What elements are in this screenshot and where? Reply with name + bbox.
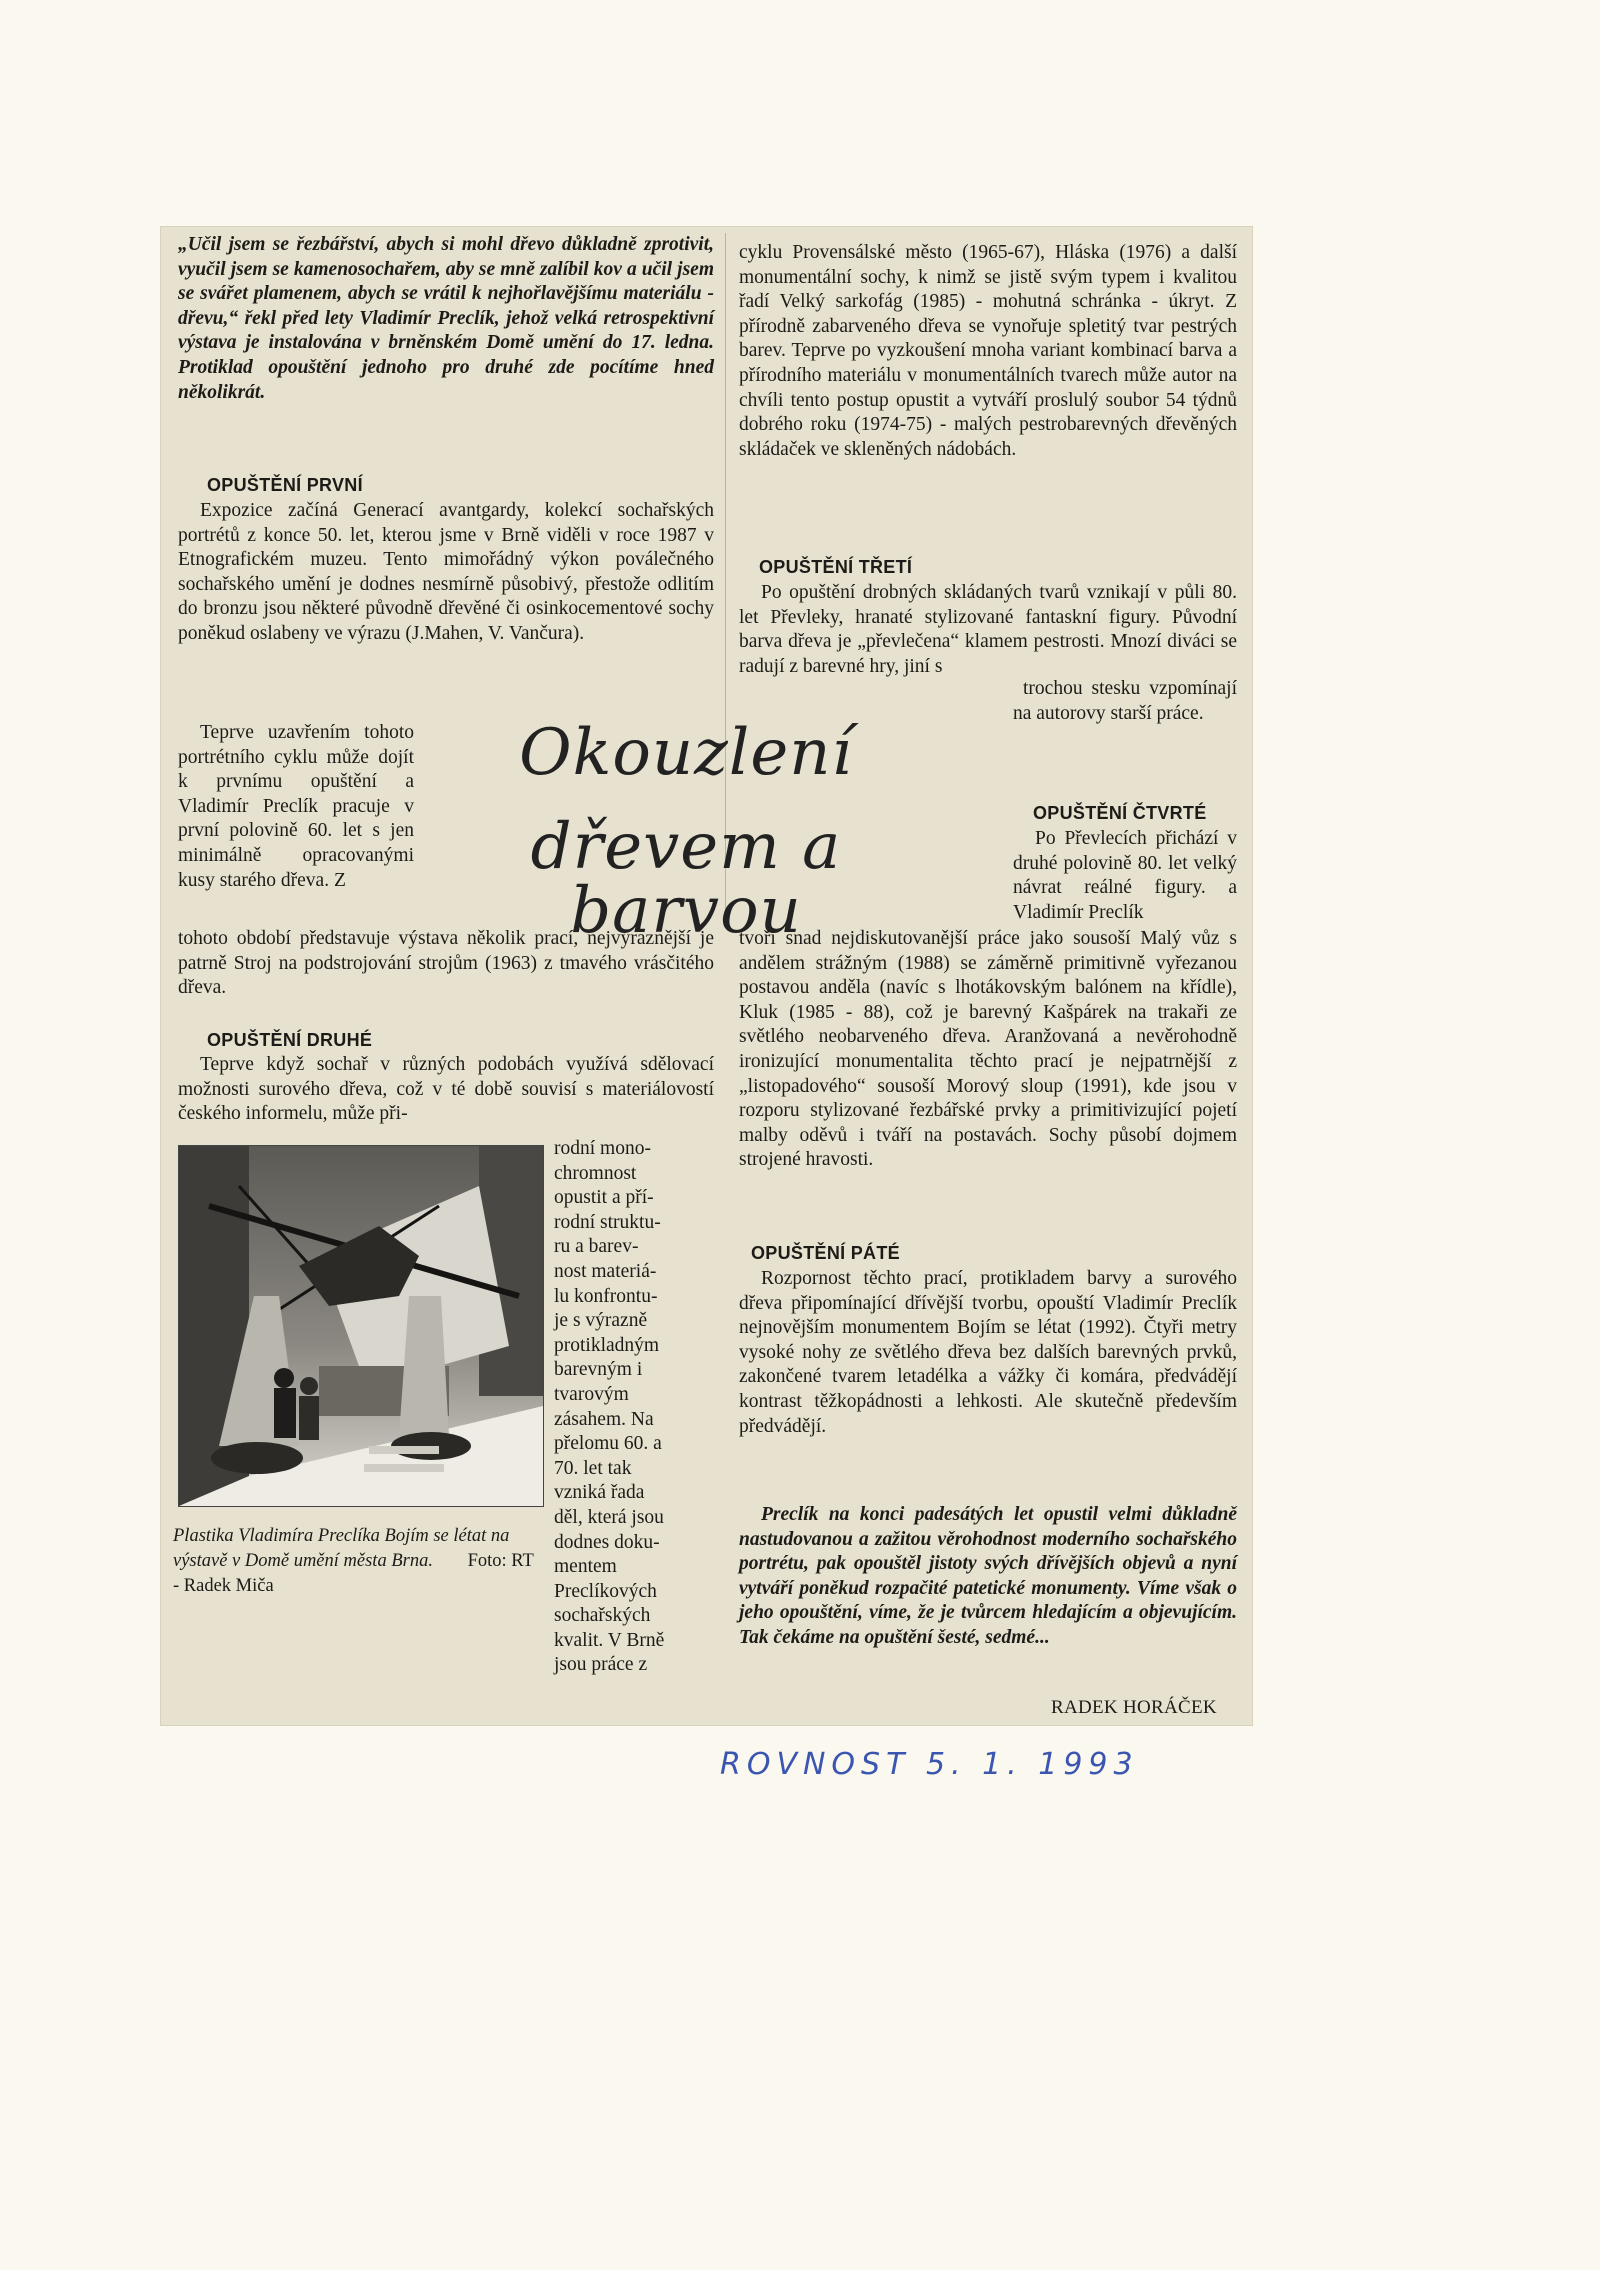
section1-text-end: tohoto období představuje výstava několik prací, nejvýraznější je patrně Stroj na podstrojování strojům (1963) z tmavého vrásčitého dřeva. bbox=[178, 928, 714, 999]
lead-paragraph: „Učil jsem se řezbářství, abych si mohl dřevo důkladně zprotivit, vyučil jsem se kamenosochařem, aby se mně zalíbil kov a učil jsem se svářet plamenem, abych se vrátil k nejhořlavějšímu materiálu - dřevu,“ řekl před lety Vladimír Preclík, jehož velká retrospektivní výstava je instalována v brněnském Domě umění do 17. ledna. Protiklad opouštění jednoho pro druhé zde pocítíme hned několikrát. bbox=[178, 234, 714, 403]
section1-heading: OPUŠTĚNÍ PRVNÍ bbox=[207, 475, 363, 495]
section3-text: Po opuštění drobných skládaných tvarů vznikají v půli 80. let Převleky, hranaté stylizované fantaskní figury. Původní barva dřeva je „převlečena“ klamem pestrosti. Mnozí diváci se radují z barevné hry, jiní s bbox=[739, 582, 1237, 677]
handwritten-source-note: ROVNOST 5. 1. 1993 bbox=[720, 1747, 1139, 1782]
sculpture-image bbox=[179, 1146, 543, 1506]
author-signature: RADEK HORÁČEK bbox=[1051, 1697, 1217, 1718]
section5-heading: OPUŠTĚNÍ PÁTÉ bbox=[751, 1243, 900, 1263]
section2-heading: OPUŠTĚNÍ DRUHÉ bbox=[207, 1030, 373, 1050]
closing-paragraph: Preclík na konci padesátých let opustil velmi důkladně nastudovanou a zažitou věrohodnost moderního sochařského portrétu, pak opouštěl jistoty svých dřívějších objevů a nyní vytváří poněkud rozpačité patetické monumenty. Víme však o jeho opouštění, víme, že je tvůrcem hledajícím a objevujícím. Tak čekáme na opuštění šesté, sedmé... bbox=[739, 1504, 1237, 1648]
caption-text: Plastika Vladimíra Preclíka Bojím se létat na výstavě v Domě umění města Brna. bbox=[173, 1526, 510, 1571]
photo-caption bbox=[173, 1524, 541, 1599]
section2-narrow-column: rodní mono- chromnost opustit a pří- rodní struktu- ru a barev- nost materiá- lu konfrontu- je s výrazně protikladným barevným i tvarovým zásahem. Na přelomu 60. a 70. let tak vzniká řada děl, která jsou dodnes doku- mentem Preclíkových sochařských kvalit. V Brně jsou práce z bbox=[554, 1138, 665, 1676]
section1-text-narrow: Teprve uzavřením tohoto portrétního cyklu může dojít k prvnímu opuštění a Vladimír Preclík pracuje v první polovině 60. let s jen minimálně opracovanými kusy starého dřeva. Z bbox=[178, 722, 414, 891]
photo-credit: Foto: RT - Radek Miča bbox=[173, 1551, 534, 1596]
headline-line-2: dřevem a barvou bbox=[530, 810, 842, 948]
section4-text: tvoří snad nejdiskutovanější práce jako sousoší Malý vůz s andělem strážným (1988) se záměrně primitivně vyřezanou postavou anděla (navíc s lhotákovským balónem na křídle), Kluk (1985 - 88), což je barevný Kašpárek na trakaři ze světlého neobarveného dřeva. Aranžovaná a nevěrohodně ironizující monumentalita těchto prací je nejpatrnější z „listopadového“ sousoší Morový sloup (1991), kde jsou v rozporu stylizované řezbářské prvky a primitivizující pojetí malby oděvů i tváří na postavách. Sochy působí dojmem strojené hravosti. bbox=[739, 928, 1237, 1171]
headline-line-1: Okouzlení bbox=[519, 716, 853, 790]
section4-text-narrow: Po Převlecích přichází v druhé polovině 80. let velký návrat reálné figury. a Vladimír Preclík bbox=[1013, 828, 1237, 923]
section2-text: Teprve když sochař v různých podobách využívá sdělovací možnosti surového dřeva, což v té době souvisí s materiálovostí českého informelu, může při- bbox=[178, 1054, 714, 1125]
section1-text: Expozice začíná Generací avantgardy, kolekcí sochařských portrétů z konce 50. let, kterou jsme v Brně viděli v roce 1987 v Etnografickém muzeu. Tento mimořádný výkon poválečného sochařského umění je dodnes nesmírně působivý, přestože odlitím do bronzu jsou některé původně dřevěné či osinkocementové sochy poněkud oslabeny ve výrazu (J.Mahen, V. Vančura). bbox=[178, 500, 714, 644]
newspaper-clipping bbox=[161, 227, 1252, 1725]
section3-heading: OPUŠTĚNÍ TŘETÍ bbox=[759, 557, 913, 577]
column2-top-text: cyklu Provensálské město (1965-67), Hláska (1976) a další monumentální sochy, k nimž se jistě svým typem i kvalitou řadí Velký sarkofág (1985) - mohutná schránka - úkryt. Z přírodně zabarveného dřeva se vynořuje spletitý tvar pestrých barev. Teprve po vyzkoušení mnoha variant kombinací barva a přírodního materiálu v monumentálních tvarech může autor na chvíli tento postup opustit a vytváří proslulý soubor 54 týdnů dobrého roku (1974-75) - malých pestrobarevných dřevěných skládaček ve skleněných nádobách. bbox=[739, 242, 1237, 460]
section4-heading: OPUŠTĚNÍ ČTVRTÉ bbox=[1033, 803, 1207, 823]
section5-text: Rozpornost těchto prací, protikladem barvy a surového dřeva připomínající dřívější tvorbu, opouští Vladimír Preclík nejnovějším monumentem Bojím se létat (1992). Čtyři metry vysoké nohy ze světlého dřeva bez dalších barevných prvků, zakončené tvarem letadélka a vážky či komára, předvádějí kontrast těžkopádnosti a lehkosti. Ale skutečně především předvádějí. bbox=[739, 1268, 1237, 1437]
sculpture-photo bbox=[178, 1145, 544, 1507]
section3-text-narrow: trochou stesku vzpomínají na autorovy starší práce. bbox=[1013, 678, 1237, 724]
